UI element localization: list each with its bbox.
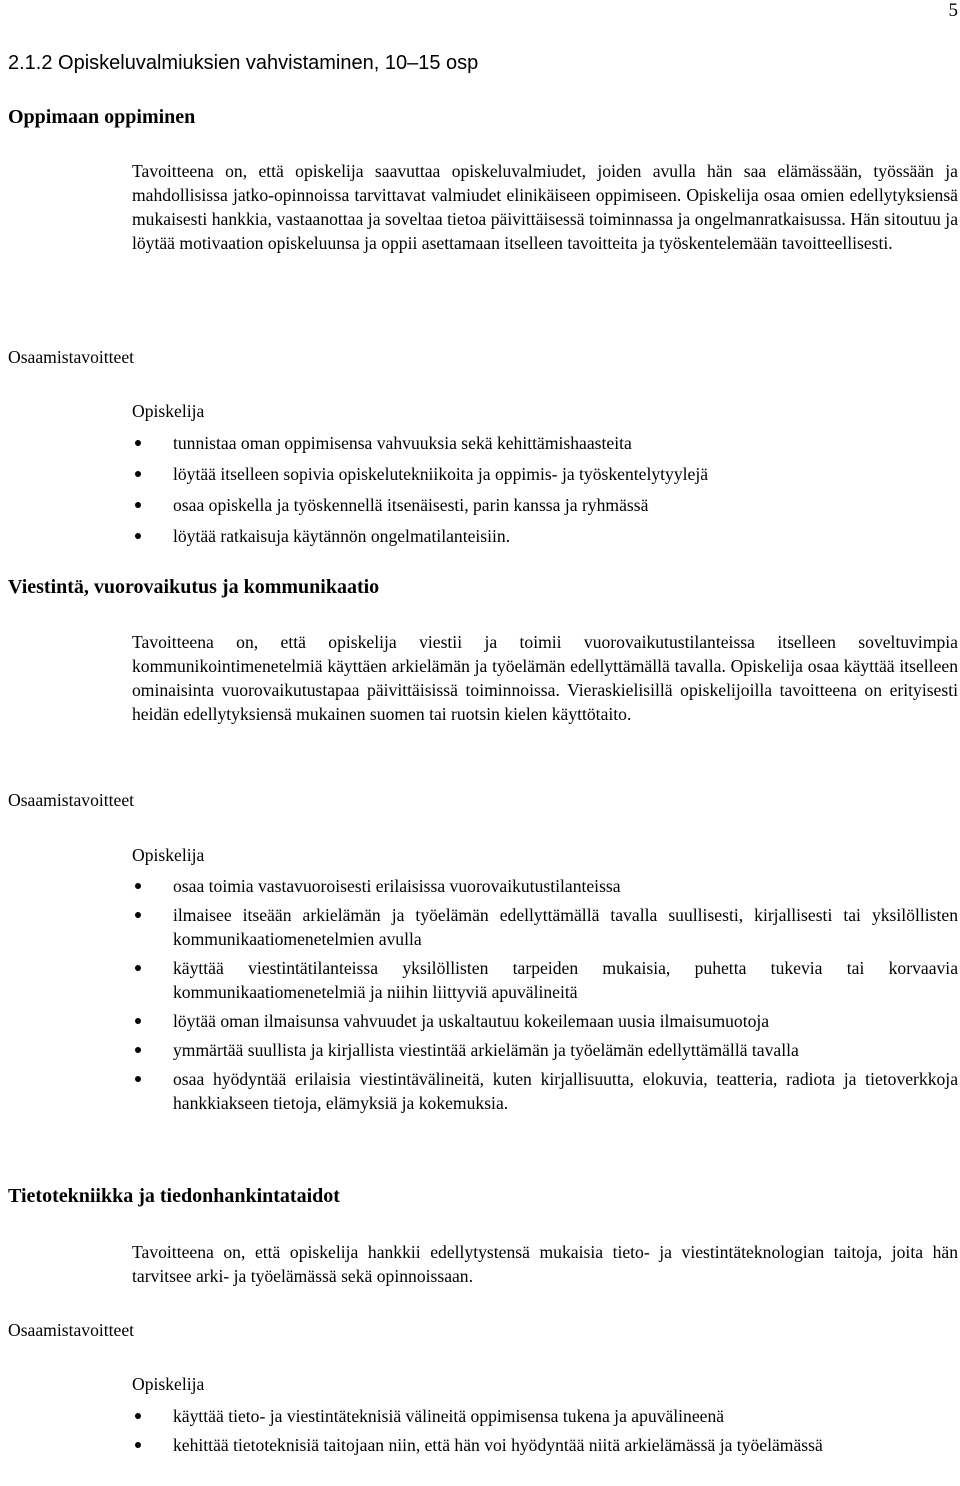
bullet-icon (135, 440, 141, 446)
chapter-heading: 2.1.2 Opiskeluvalmiuksien vahvistaminen, 10–15 osp (8, 52, 479, 74)
bullet-icon (135, 1047, 141, 1053)
section-title-viestinta: Viestintä, vuorovaikutus ja kommunikaatio (8, 576, 380, 598)
list-intro: Opiskelija (132, 401, 205, 421)
section-paragraph: Tavoitteena on, että opiskelija saavuttaa opiskeluvalmiudet, joiden avulla hän saa elämässään, työssään ja mahdollisissa jatko-opinnoissa tarvittavat valmiudet elinikäiseen oppimiseen. Opiskelija osaa omien edellytyksiensä mukaisesti hankkia, vastaanottaa ja soveltaa tietoa päivittäisessä toiminnassa ja ongelmanratkaisussa. Hän sitoutuu ja löytää motivaation opiskeluunsa ja oppii asettamaan itselleen tavoitteita ja työskentelemään tavoitteellisesti. (132, 161, 958, 253)
list-item: ilmaisee itseään arkielämän ja työelämän edellyttämällä tavalla suullisesti, kirjallisesti tai yksilöllisten kommunikaatiomenetelmien avulla (132, 903, 958, 951)
bullet-icon (135, 1076, 141, 1082)
bullet-icon (135, 1442, 141, 1448)
page-number: 5 (948, 0, 958, 21)
list-item: löytää itselleen sopivia opiskelutekniikoita ja oppimis- ja työskentelytyylejä (132, 462, 958, 486)
section-paragraph: Tavoitteena on, että opiskelija hankkii edellytystensä mukaisia tieto- ja viestintäteknologian taitoja, joita hän tarvitsee arki- ja työelämässä sekä opinnoissaan. (132, 1242, 958, 1286)
list-item: tunnistaa oman oppimisensa vahvuuksia sekä kehittämishaasteita (132, 431, 958, 455)
bullet-icon (135, 471, 141, 477)
list-intro: Opiskelija (132, 845, 205, 865)
list-item: osaa hyödyntää erilaisia viestintävälineitä, kuten kirjallisuutta, elokuvia, teatteria, radiota ja tietoverkkoja hankkiakseen tietoja, elämyksiä ja kokemuksia. (132, 1067, 958, 1115)
goal-list (132, 431, 958, 555)
list-item: kehittää tietoteknisiä taitojaan niin, että hän voi hyödyntää niitä arkielämässä ja työelämässä (132, 1433, 958, 1457)
bullet-icon (135, 533, 141, 539)
bullet-icon (135, 883, 141, 889)
bullet-icon (135, 1413, 141, 1419)
bullet-icon (135, 912, 141, 918)
section-title-tietotekniikka: Tietotekniikka ja tiedonhankintataidot (8, 1185, 340, 1207)
goal-list (132, 1404, 958, 1462)
list-item: käyttää viestintätilanteissa yksilöllisten tarpeiden mukaisia, puhetta tukevia tai korvaavia kommunikaatiomenetelmiä ja niihin liittyviä apuvälineitä (132, 956, 958, 1004)
section-paragraph: Tavoitteena on, että opiskelija viestii ja toimii vuorovaikutustilanteissa itselleen soveltuvimpia kommunikointimenetelmiä käyttäen arkielämän ja työelämän edellyttämällä tavalla. Opiskelija osaa käyttää itselleen ominaisinta vuorovaikutustapaa päivittäisissä toiminnoissa. Vieraskielisillä opiskelijoilla tavoitteena on erityisesti heidän edellytyksiensä mukainen suomen tai ruotsin kielen käyttötaito. (132, 632, 958, 724)
bullet-icon (135, 965, 141, 971)
list-item: löytää oman ilmaisunsa vahvuudet ja uskaltautuu kokeilemaan uusia ilmaisumuotoja (132, 1009, 958, 1033)
osaamistavoitteet-label: Osaamistavoitteet (8, 347, 135, 367)
osaamistavoitteet-label: Osaamistavoitteet (8, 790, 135, 810)
list-item: osaa toimia vastavuoroisesti erilaisissa vuorovaikutustilanteissa (132, 874, 958, 898)
list-item: käyttää tieto- ja viestintäteknisiä välineitä oppimisensa tukena ja apuvälineenä (132, 1404, 958, 1428)
osaamistavoitteet-label: Osaamistavoitteet (8, 1320, 135, 1340)
list-item: osaa opiskella ja työskennellä itsenäisesti, parin kanssa ja ryhmässä (132, 493, 958, 517)
bullet-icon (135, 502, 141, 508)
list-item: ymmärtää suullista ja kirjallista viestintää arkielämän ja työelämän edellyttämällä tavalla (132, 1038, 958, 1062)
goal-list (132, 874, 958, 1120)
list-intro: Opiskelija (132, 1374, 205, 1394)
list-item: löytää ratkaisuja käytännön ongelmatilanteisiin. (132, 524, 958, 548)
bullet-icon (135, 1018, 141, 1024)
section-title-oppimaan-oppiminen: Oppimaan oppiminen (8, 106, 196, 128)
